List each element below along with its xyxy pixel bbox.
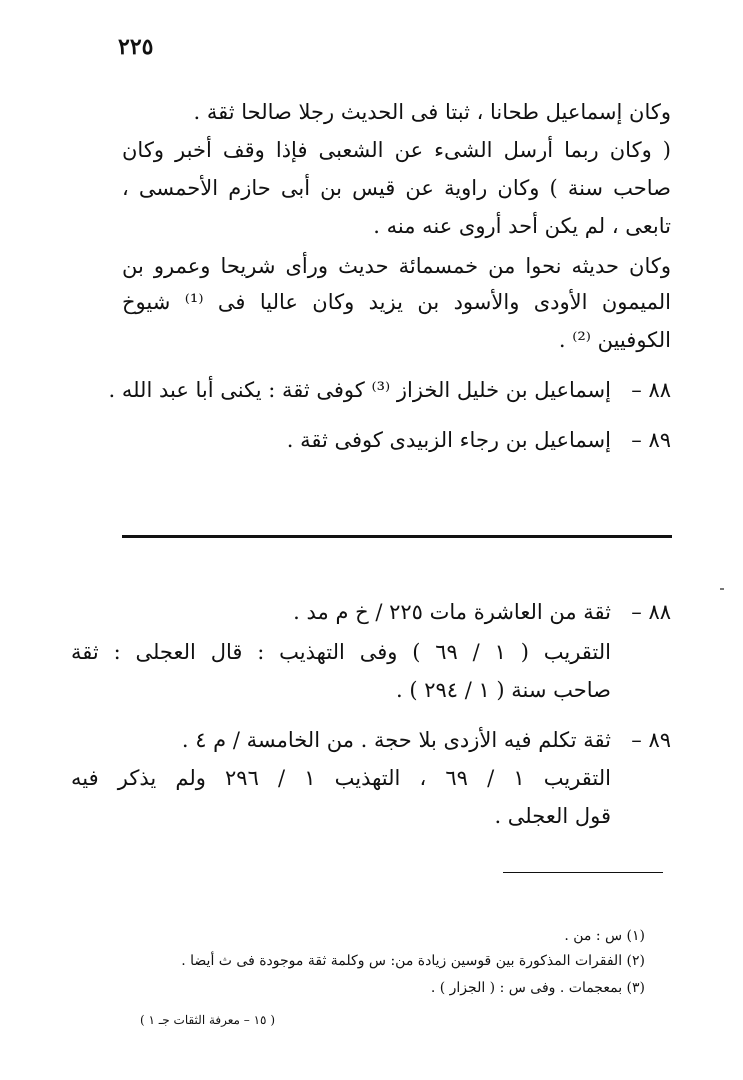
note-line: صاحب سنة ( ١ / ٢٩٤ ) . [395, 678, 611, 702]
footnote-rule [503, 872, 663, 873]
body-line: الميمون الأودى والأسود بن يزيد وكان عاليا فى ⁽¹⁾ شيوخ [122, 290, 671, 314]
note-line: ثقة من العاشرة مات ٢٢٥ / خ م مد . [293, 600, 611, 624]
note-line: التقريب ( ١ / ٦٩ ) وفى التهذيب : قال العجلى : ثقة [71, 640, 611, 664]
footnote: (٢) الفقرات المذكورة بين قوسين زيادة من: س وكلمة ثقة موجودة فى ث أيضا . [181, 953, 645, 969]
note-line: التقريب ١ / ٦٩ ، التهذيب ١ / ٢٩٦ ولم يذكر فيه [71, 766, 611, 790]
entry-number: ٨٩ – [631, 428, 671, 452]
body-line: تابعى ، لم يكن أحد أروى عنه منه . [373, 214, 671, 238]
note-number: ٨٨ – [631, 600, 671, 624]
note-number: ٨٩ – [631, 728, 671, 752]
body-line: ( وكان ربما أرسل الشىء عن الشعبى فإذا وقف أخبر وكان [122, 138, 671, 162]
entry-number: ٨٨ – [631, 378, 671, 402]
note-line: قول العجلى . [494, 804, 611, 828]
body-line: وكان إسماعيل طحانا ، ثبتا فى الحديث رجلا صالحا ثقة . [193, 100, 671, 124]
scan-mark [720, 588, 724, 590]
page-number: ٢٢٥ [118, 34, 154, 60]
body-line: الكوفيين ⁽²⁾ . [558, 328, 671, 352]
entry-text: إسماعيل بن رجاء الزبيدى كوفى ثقة . [286, 428, 611, 452]
signature-mark: ( ١٥ – معرفة الثقات جـ ١ ) [140, 1013, 275, 1027]
note-line: ثقة تكلم فيه الأزدى بلا حجة . من الخامسة / م ٤ . [181, 728, 611, 752]
footnote: (١) س : من . [564, 928, 645, 944]
separator-rule [122, 535, 672, 538]
footnote: (٣) بمعجمات . وفى س : ( الجزار ) . [430, 980, 645, 996]
body-line: صاحب سنة ) وكان راوية عن قيس بن أبى حازم الأحمسى ، [122, 176, 671, 200]
body-line: وكان حديثه نحوا من خمسمائة حديث ورأى شريحا وعمرو بن [122, 254, 671, 278]
entry-text: إسماعيل بن خليل الخزاز ⁽³⁾ كوفى ثقة : يكنى أبا عبد الله . [108, 378, 611, 402]
